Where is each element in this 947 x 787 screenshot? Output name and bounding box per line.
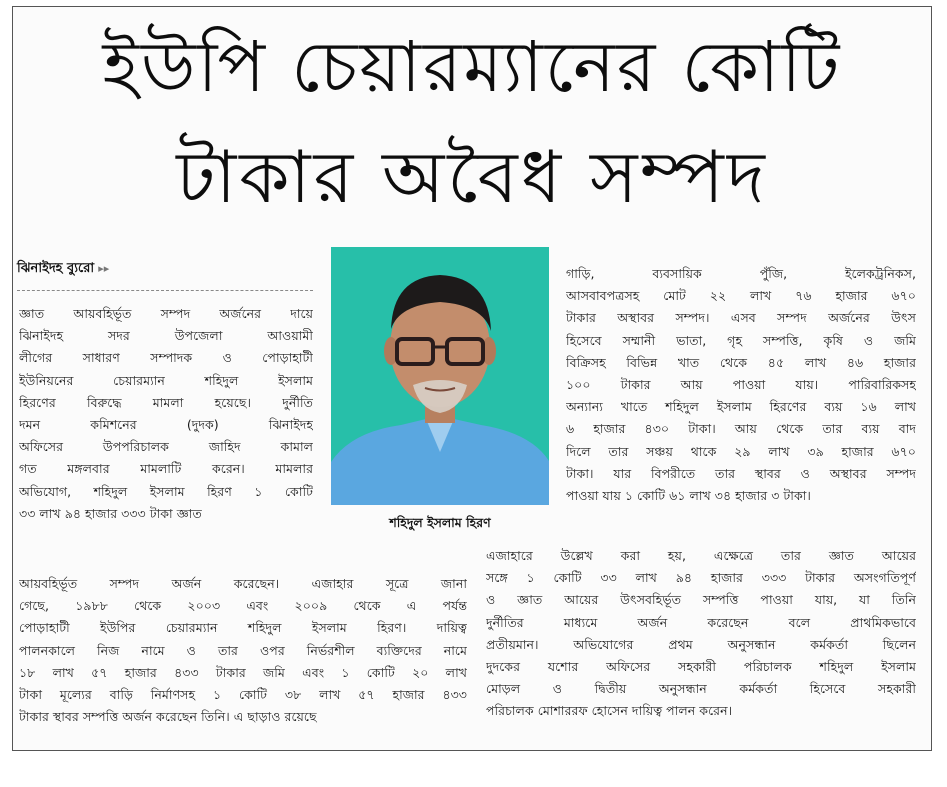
- article-line: গাড়ি, ব্যবসায়িক পুঁজি, ইলেকট্রনিকস,: [566, 266, 916, 281]
- article-column-4: [486, 545, 916, 723]
- article-line: পালনকালে নিজ নামে ও তার ওপর নির্ভরশীল ব্যক্তিদের নামে: [19, 642, 467, 658]
- byline-text: ঝিনাইদহ ব্যুরো: [17, 261, 95, 276]
- article-line: টাকার স্থাবর সম্পত্তি অর্জন করেছেন তিনি। এ ছাড়াও রয়েছে: [19, 709, 317, 725]
- article-line: সঙ্গে ১ কোটি ৩৩ লাখ ৯৪ হাজার ৩৩৩ টাকার অসংগতিপূর্ণ: [486, 570, 916, 586]
- article-line: ও জ্ঞাত আয়ের উৎসবহির্ভূত সম্পত্তি পাওয়া যায়, যা তিনি: [486, 592, 916, 608]
- article-line: দুর্নীতির মাধ্যমে অর্জন করেছেন বলে প্রাথমিকভাবে: [486, 614, 916, 630]
- headline-line-2: টাকার অবৈধ সম্পদ: [176, 135, 768, 219]
- article-line: লীগের সাধারণ সম্পাদক ও পোড়াহাটী: [19, 350, 313, 366]
- article-line: হিরণের বিরুদ্ধে মামলা হয়েছে। দুর্নীতি: [19, 394, 313, 410]
- article-column-1: [19, 303, 313, 525]
- photo-caption: শহিদুল ইসলাম হিরণ: [389, 515, 491, 530]
- article-line: বিক্রিসহ বিভিন্ন খাত থেকে ৪৫ লাখ ৪৬ হাজার: [566, 354, 916, 370]
- byline: [17, 259, 109, 280]
- article-line: আসবাবপত্রসহ মোট ২২ লাখ ৭৬ হাজার ৬৭০: [566, 288, 916, 304]
- article-line: জ্ঞাত আয়বহির্ভূত সম্পদ অর্জনের দায়ে: [19, 306, 313, 321]
- article-line: পরিচালক মোশাররফ হোসেন দায়িত্ব পালন করেন।: [486, 703, 733, 719]
- article-line: পোড়াহাটী ইউপির চেয়ারম্যান শহিদুল ইসলাম হিরণ। দায়িত্ব: [19, 620, 467, 636]
- headline-line-1: ইউপি চেয়ারম্যানের কোটি: [102, 26, 842, 108]
- article-column-2: [566, 263, 916, 507]
- portrait-photo: [331, 247, 549, 505]
- article-line: গেছে, ১৯৮৮ থেকে ২০০৩ এবং ২০০৯ থেকে এ পর্যন্ত: [19, 598, 467, 614]
- article-line: ৬ হাজার ৪৩০ টাকা। আয় থেকে তার ব্যয় বাদ: [566, 421, 916, 437]
- article-line: পাওয়া যায় ১ কোটি ৬১ লাখ ৩৪ হাজার ৩ টাকা।: [566, 488, 811, 504]
- article-line: আয়বহির্ভূত সম্পদ অর্জন করেছেন। এজাহার সূত্রে জানা: [19, 576, 467, 591]
- article-line: ১৮ লাখ ৫৭ হাজার ৪৩৩ টাকার জমি এবং ১ কোটি ২০ লাখ: [19, 664, 467, 680]
- article-line: প্রতীয়মান। অভিযোগের প্রথম অনুসন্ধান কর্মকর্তা ছিলেন: [486, 636, 916, 652]
- article-line: দুদকের যশোর অফিসের সহকারী পরিচালক শহিদুল ইসলাম: [486, 659, 916, 675]
- article-line: অভিযোগ, শহিদুল ইসলাম হিরণ ১ কোটি: [19, 483, 313, 499]
- article-line: ঝিনাইদহ সদর উপজেলা আওয়ামী: [19, 328, 313, 344]
- article-line: অফিসের উপপরিচালক জাহিদ কামাল: [19, 439, 313, 455]
- article-line: ইউনিয়নের চেয়ারম্যান শহিদুল ইসলাম: [19, 372, 313, 388]
- newspaper-clipping: [12, 6, 932, 751]
- article-line: টাকার অস্থাবর সম্পদ। এসব সম্পদ অর্জনের উৎস: [566, 310, 916, 326]
- article-line: টাকা। যার বিপরীতে তার স্থাবর ও অস্থাবর সম্পদ: [566, 465, 916, 481]
- article-line: টাকা মূল্যের বাড়ি নির্মাণসহ ১ কোটি ৩৮ লাখ ৫৭ হাজার ৪৩৩: [19, 687, 467, 703]
- article-line: ৩৩ লাখ ৯৪ হাজার ৩৩৩ টাকা জ্ঞাত: [19, 505, 202, 521]
- article-line: ১০০ টাকার আয় পাওয়া যায়। পারিবারিকসহ: [566, 377, 916, 393]
- article-line: অন্যান্য খাতে শহিদুল ইসলাম হিরণের ব্যয় ১৬ লাখ: [566, 399, 916, 415]
- article-line: গত মঙ্গলবার মামলাটি করেন। মামলার: [19, 461, 313, 477]
- byline-divider: [17, 290, 313, 291]
- article-line: এজাহারে উল্লেখ করা হয়, এক্ষেত্রে তার জ্ঞাত আয়ের: [486, 548, 916, 563]
- article-line: দমন কমিশনের (দুদক) ঝিনাইদহ: [19, 417, 313, 433]
- article-column-3: [19, 573, 467, 728]
- article-line: দিলে তার সঞ্চয় থাকে ২৯ লাখ ৩৯ হাজার ৬৭০: [566, 443, 916, 459]
- article-line: হিসেবে সম্মানী ভাতা, গৃহ সম্পত্তি, কৃষি ও জমি: [566, 332, 916, 348]
- article-line: মোড়ল ও দ্বিতীয় অনুসন্ধান কর্মকর্তা হিসেবে সহকারী: [486, 681, 916, 697]
- byline-arrows-icon: ▸▸: [98, 262, 110, 275]
- portrait-illustration: [331, 247, 549, 505]
